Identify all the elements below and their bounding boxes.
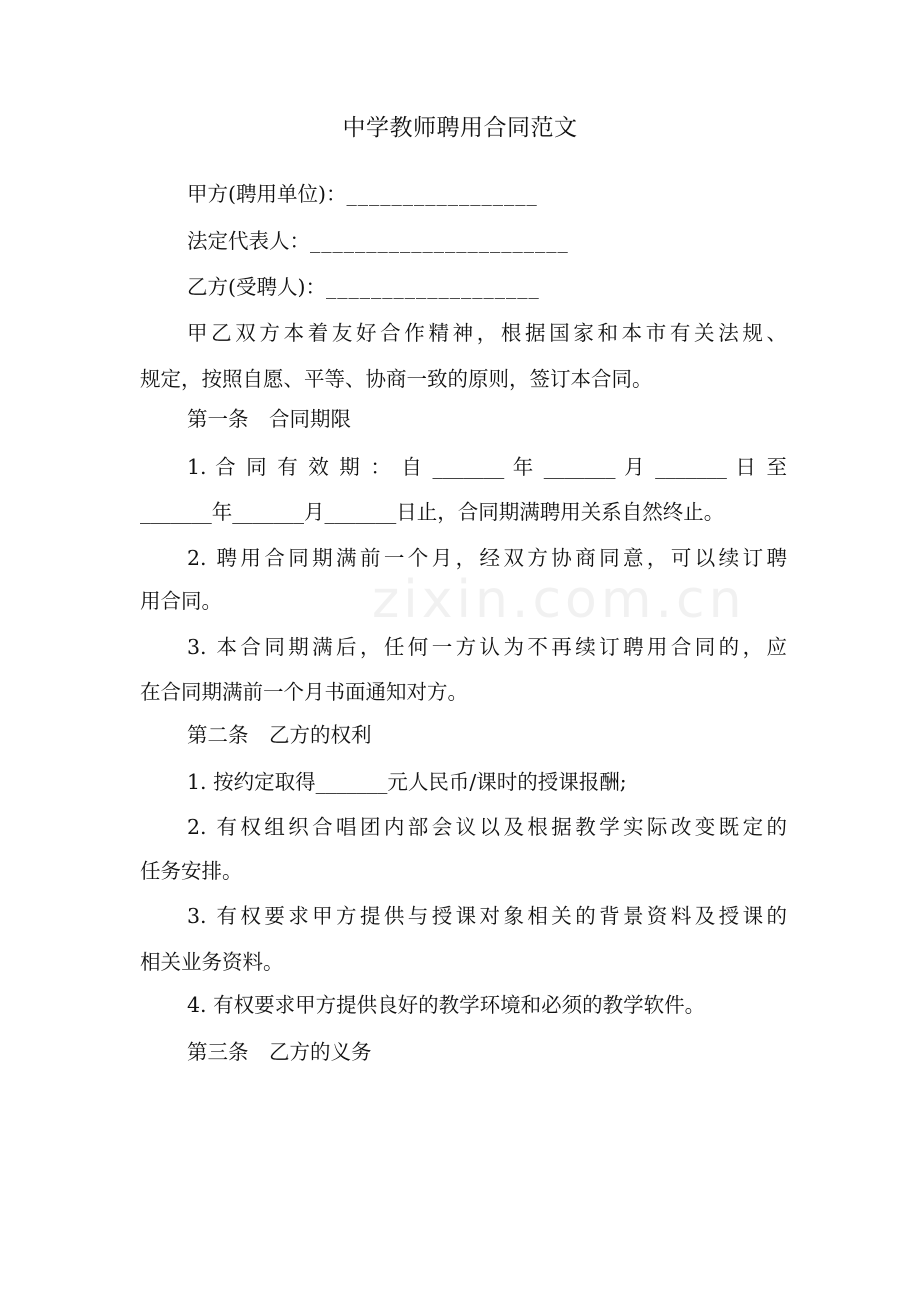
article-1-item-2-line-1: 2. 聘用合同期满前一个月，经双方协商同意，可以续订聘 [187, 546, 787, 570]
article-2-heading: 第二条 乙方的权利 [187, 723, 372, 747]
legal-rep-line [187, 225, 787, 257]
article-1-heading: 第一条 合同期限 [187, 407, 351, 431]
intro-paragraph-line-2: 规定，按照自愿、平等、协商一致的原则，签订本合同。 [140, 367, 653, 391]
party-b-blank: ___________________ [326, 275, 540, 299]
article-1-item-2-line-2: 用合同。 [140, 589, 222, 613]
legal-rep-label: 法定代表人： [187, 229, 310, 253]
party-b-line [187, 271, 787, 303]
party-a-line [187, 178, 787, 210]
article-1-item-1-line-2: _______年_______月_______日止，合同期满聘用关系自然终止。 [140, 500, 725, 524]
article-1-item-3-line-1: 3. 本合同期满后，任何一方认为不再续订聘用合同的，应 [187, 635, 787, 659]
party-a-label: 甲方(聘用单位)： [187, 182, 347, 206]
watermark: zixin.com.cn [372, 570, 746, 630]
party-b-label: 乙方(受聘人)： [187, 275, 326, 299]
article-3-heading: 第三条 乙方的义务 [187, 1040, 372, 1064]
article-2-item-1: 1. 按约定取得_______元人民币/课时的授课报酬; [187, 770, 627, 794]
legal-rep-blank: _______________________ [310, 229, 569, 253]
article-2-item-4: 4. 有权要求甲方提供良好的教学环境和必须的教学软件。 [187, 993, 706, 1017]
article-2-item-3-line-2: 相关业务资料。 [140, 950, 284, 974]
article-2-item-2-line-1: 2. 有权组织合唱团内部会议以及根据教学实际改变既定的 [187, 815, 787, 839]
article-2-item-3-line-1: 3. 有权要求甲方提供与授课对象相关的背景资料及授课的 [187, 904, 787, 928]
article-1-item-1-line-1: 1. 合 同 有 效 期 ： 自 _______ 年 _______ 月 _______ 日 至 [187, 455, 787, 479]
document-title: 中学教师聘用合同范文 [342, 115, 578, 141]
article-2-item-2-line-2: 任务安排。 [140, 859, 243, 883]
party-a-blank: _________________ [346, 182, 538, 206]
intro-paragraph-line-1: 甲乙双方本着友好合作精神，根据国家和本市有关法规、 [187, 321, 787, 345]
article-1-item-3-line-2: 在合同期满前一个月书面通知对方。 [140, 680, 468, 704]
